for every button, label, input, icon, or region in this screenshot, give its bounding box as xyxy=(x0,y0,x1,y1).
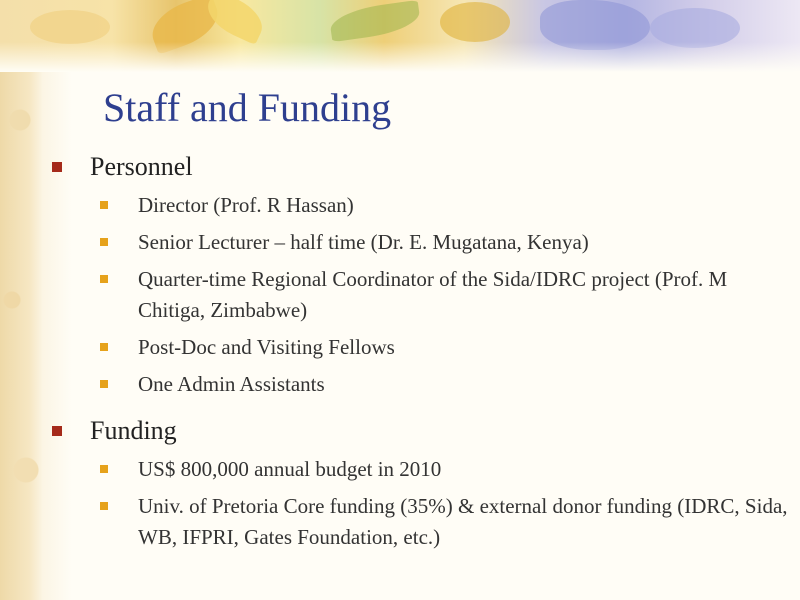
square-bullet-icon xyxy=(52,162,62,172)
section-heading-text: Personnel xyxy=(90,152,193,181)
section-heading-personnel xyxy=(52,150,792,184)
list-item-text: Post-Doc and Visiting Fellows xyxy=(138,335,395,359)
slide-content xyxy=(52,148,792,553)
leaf-decoration xyxy=(30,10,110,44)
section-heading-text: Funding xyxy=(90,416,177,445)
leaf-decoration xyxy=(440,2,510,42)
section-spacer xyxy=(52,400,792,412)
square-bullet-icon xyxy=(100,238,108,246)
list-item xyxy=(100,264,792,326)
square-bullet-icon xyxy=(52,426,62,436)
slide-title: Staff and Funding xyxy=(103,85,392,130)
square-bullet-icon xyxy=(100,343,108,351)
decorative-left-strip xyxy=(0,0,42,600)
list-item xyxy=(100,454,792,485)
list-item xyxy=(100,491,792,553)
list-item-text: Director (Prof. R Hassan) xyxy=(138,193,354,217)
square-bullet-icon xyxy=(100,502,108,510)
list-item-text: Quarter-time Regional Coordinator of the Sida/IDRC project (Prof. M Chitiga, Zimbabwe) xyxy=(138,267,728,322)
list-item xyxy=(100,332,792,363)
decorative-banner xyxy=(0,0,800,72)
list-item-text: Senior Lecturer – half time (Dr. E. Mugatana, Kenya) xyxy=(138,230,589,254)
square-bullet-icon xyxy=(100,465,108,473)
list-item xyxy=(100,190,792,221)
square-bullet-icon xyxy=(100,201,108,209)
banner-fade xyxy=(0,42,800,72)
list-item-text: Univ. of Pretoria Core funding (35%) & external donor funding (IDRC, Sida, WB, IFPRI, Gates Foundation, etc.) xyxy=(138,494,788,549)
list-item xyxy=(100,369,792,400)
square-bullet-icon xyxy=(100,275,108,283)
list-item-text: One Admin Assistants xyxy=(138,372,325,396)
square-bullet-icon xyxy=(100,380,108,388)
list-item xyxy=(100,227,792,258)
list-item-text: US$ 800,000 annual budget in 2010 xyxy=(138,457,442,481)
section-heading-funding xyxy=(52,414,792,448)
